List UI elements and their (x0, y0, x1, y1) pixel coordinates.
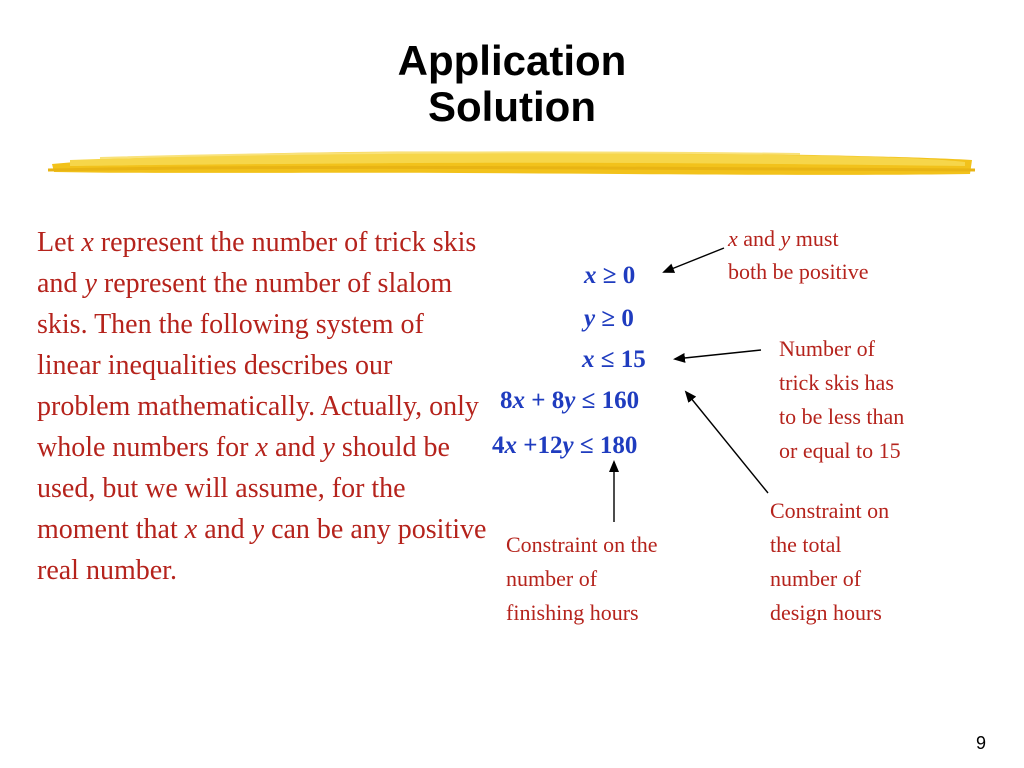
note-trick-skis: Number of trick skis has to be less than or equal to 15 (779, 336, 905, 463)
var-x: x (81, 227, 94, 258)
var-x: x (255, 432, 268, 463)
body-text-2: represent the number of trick skis and (37, 227, 477, 299)
note-positive: x and y must both be positive (728, 226, 869, 284)
title-line-1: Application (397, 37, 627, 84)
page-number: 9 (975, 733, 986, 753)
inequality-design-hours: 8x + 8y ≤ 160 (500, 387, 640, 414)
note-finishing-hours: Constraint on the number of finishing hours (506, 532, 658, 625)
inequality-y-nonneg: y ≥ 0 (584, 305, 634, 332)
note-design-hours: Constraint on the total number of design hours (770, 498, 890, 625)
body-text-3: represent the number of slalom skis. Then the following system of linear inequalities describes our problem mathematically. Actually, only whole numbers for (37, 268, 479, 463)
var-x: x (184, 514, 198, 545)
body-text-1: Let (37, 227, 82, 258)
body-text-5: should be used, but we will assume, for the moment that (37, 432, 450, 545)
body-text-7: can be any positive real number. (37, 514, 487, 586)
var-y: y (251, 514, 265, 545)
var-y: y (322, 432, 335, 463)
arrow-to-x-nonneg (664, 248, 724, 272)
body-text-6: and (197, 514, 252, 545)
var-y: y (84, 268, 97, 299)
inequality-x-nonneg: x ≥ 0 (584, 262, 636, 289)
title-line-2: Solution (428, 83, 596, 130)
inequality-finishing-hours: 4x +12y ≤ 180 (492, 432, 638, 459)
arrow-to-design-hours (686, 392, 768, 493)
inequality-x-max: x ≤ 15 (582, 346, 646, 373)
body-text-4: and (267, 432, 323, 463)
arrow-to-x-max (675, 350, 761, 359)
